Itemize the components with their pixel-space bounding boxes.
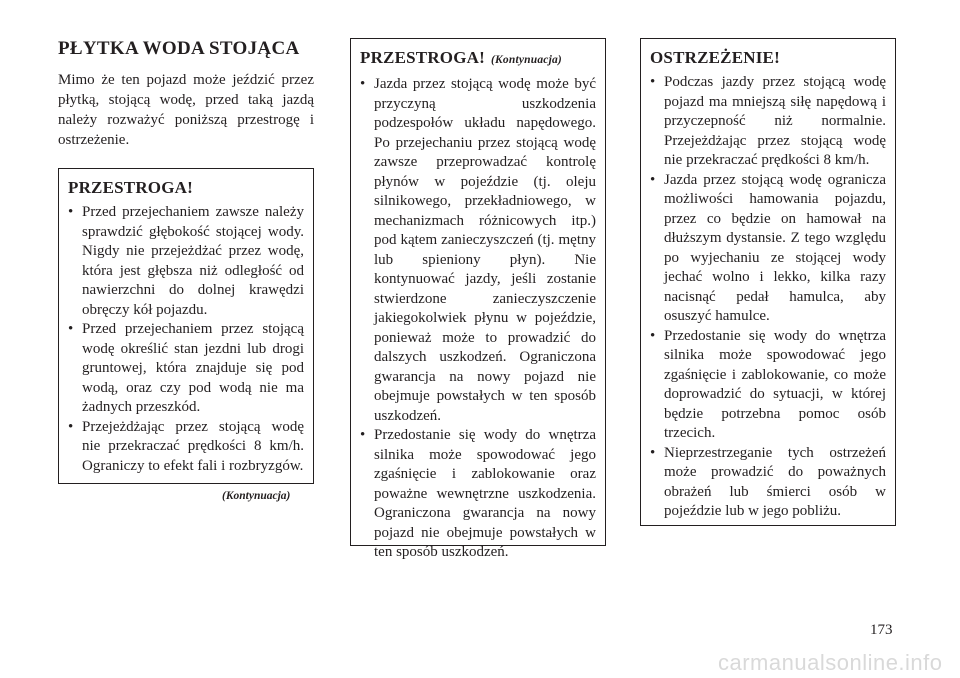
caution-box-1-list bbox=[68, 203, 304, 476]
bullet-icon: • bbox=[360, 427, 366, 443]
bullet-icon: • bbox=[650, 171, 656, 188]
caution-box-2-continued: (Kontynuacja) bbox=[491, 54, 562, 66]
list-item: • Przedostanie się wody do wnętrza silnika może spowodować jego zgaśnięcie i zablokowanie oraz poważne wewnętrzne uszkodzenia. Ograniczona gwarancja na nowy pojazd nie obejmuje powstałych w ten sposób uszkodzeń. bbox=[360, 427, 596, 560]
warning-box-list bbox=[650, 73, 886, 522]
bullet-icon: • bbox=[650, 327, 656, 344]
list-item: • Jazda przez stojącą wodę może być przyczyną uszkodzenia podzespołów układu napędowego. Po przejechaniu przez stojącą wodę zawsze przeprowadzać kontrolę płynów w pojeździe (tj. oleju silnikowego, przekładniowego, w mechanizmach różnicowych itp.) pod kątem zanieczyszczeń (tj. mętny lub spieniony płyn). Nie kontynuować jazdy, jeśli zostanie stwierdzone zanieczyszczenie jakiegokolwiek płynu w pojeździe, ponieważ może to prowadzić do dalszych uszkodzeń. Ograniczona gwarancja na nowy pojazd nie obejmuje powstałych w ten sposób uszkodzeń. bbox=[360, 76, 596, 424]
left-column bbox=[58, 38, 314, 150]
list-item: • Przedostanie się wody do wnętrza silnika może spowodować jego zgaśnięcie i zablokowanie, co może doprowadzić do sytuacji, w której będzie potrzebna pomoc osób trzecich. bbox=[650, 327, 886, 441]
continued-label: (Kontynuacja) bbox=[222, 490, 291, 502]
bullet-icon: • bbox=[68, 321, 74, 337]
page-number: 173 bbox=[870, 622, 893, 638]
warning-box bbox=[640, 38, 896, 526]
list-item: • Podczas jazdy przez stojącą wodę pojazd ma mniejszą siłę napędową i przyczepność niż normalnie. Przejeżdżając przez stojącą wodę nie przekraczać prędkości 8 km/h. bbox=[650, 74, 886, 168]
watermark: carmanualsonline.info bbox=[718, 650, 943, 675]
bullet-icon: • bbox=[650, 74, 656, 90]
bullet-icon: • bbox=[360, 76, 366, 92]
bullet-icon: • bbox=[68, 204, 74, 220]
caution-box-2-list bbox=[360, 75, 596, 563]
bullet-icon: • bbox=[68, 418, 74, 435]
list-item: • Jazda przez stojącą wodę ogranicza możliwości hamowania pojazdu, przez co będzie on hamował na dłuższym dystansie. Z tego względu po wyjechaniu ze stojącej wody jechać wolno i lekko, kilka razy nacisnąć pedał hamulca, aby osuszyć hamulce. bbox=[650, 171, 886, 324]
bullet-icon: • bbox=[650, 444, 656, 461]
caution-box-1-title: PRZESTROGA! bbox=[68, 178, 193, 197]
section-title: PŁYTKA WODA STOJĄCA bbox=[58, 38, 300, 59]
list-item: • Przejeżdżając przez stojącą wodę nie przekraczać prędkości 8 km/h. Ograniczy to efekt fali i rozbryzgów. bbox=[68, 418, 304, 474]
caution-box-2-title: PRZESTROGA! (Kontynuacja) bbox=[360, 48, 562, 67]
caution-box-2 bbox=[350, 38, 606, 560]
list-item: • Przed przejechaniem przez stojącą wodę określić stan jezdni lub drogi gruntowej, która znajduje się pod wodą, oraz czy pod wodą nie ma żadnych przeszkód. bbox=[68, 321, 304, 415]
list-item: • Nieprzestrzeganie tych ostrzeżeń może prowadzić do poważnych obrażeń lub śmierci osób w pojeździe lub w jego pobliżu. bbox=[650, 444, 886, 519]
section-intro: Mimo że ten pojazd może jeździć przez płytką, stojącą wodę, przed taką jazdą należy rozważyć poniższą przestrogę i ostrzeżenie. bbox=[58, 72, 314, 148]
warning-box-title: OSTRZEŻENIE! bbox=[650, 48, 780, 67]
list-item: • Przed przejechaniem zawsze należy sprawdzić głębokość stojącej wody. Nigdy nie przejeżdżać przez wodę, która jest głębsza niż odległość od nawierzchni do dolnej krawędzi obręczy kół pojazdu. bbox=[68, 204, 304, 318]
caution-box-1 bbox=[58, 168, 314, 484]
